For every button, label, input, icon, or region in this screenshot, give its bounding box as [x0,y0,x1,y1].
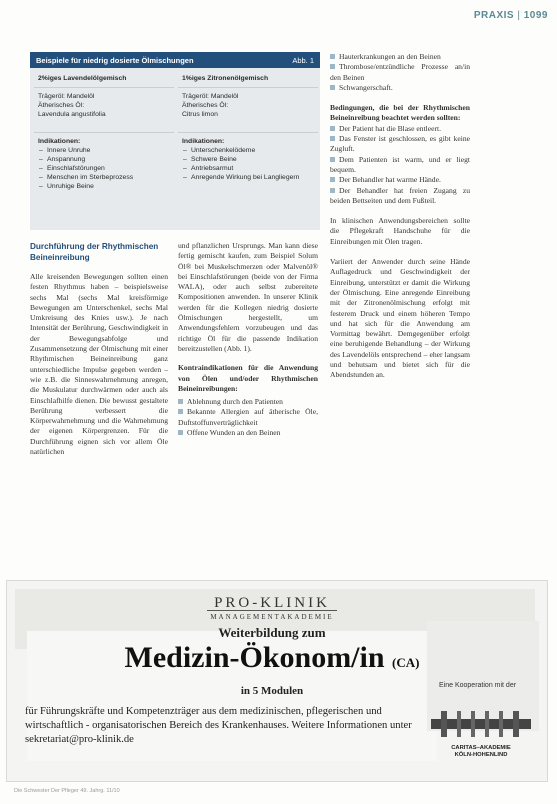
column-1-text [30,272,168,457]
body-paragraph: In klinischen Anwendungsbereichen sollte die Pflegekraft Handschuhe für die Einreibungen mit Ölen tragen. [330,216,470,246]
contra-item: Schwangerschaft. [330,83,470,93]
section-name: PRAXIS [473,10,515,21]
bullet-square-icon [330,85,335,90]
contra-item: Ablehnung durch den Patienten [178,397,318,407]
box-title: Beispiele für niedrig dosierte Ölmischungen [36,56,194,65]
ad-brand: PRO-KLINIK [214,595,330,611]
indication-item: – Anspannung [38,155,174,164]
lemon-indications [178,133,318,182]
box-figure-label: Abb. 1 [292,56,314,65]
ingredient-line: Lavendula angustifolia [38,111,106,118]
lavender-column [34,70,174,191]
bullet-square-icon [330,136,335,141]
ingredient-line: Trägeröl: Mandelöl [38,93,95,100]
indication-item: – Schwere Beine [182,155,318,164]
ingredient-line: Citrus limon [182,111,218,118]
contra-item: Bekannte Allergien auf ätherische Öle, Duftstoffunverträglichkeit [178,407,318,427]
condition-item: Der Behandler hat freien Zugang zu beiden Bettseiten und dem Fußteil. [330,185,470,205]
indication-item: – Menschen im Sterbeprozess [38,173,174,182]
lavender-title: 2%iges Lavendelölgemisch [34,70,174,88]
indication-item: – Unruhige Beine [38,182,174,191]
box-header [30,52,320,68]
condition-item: Dem Patienten ist warm, und er liegt bequem. [330,154,470,174]
contra-item: Offene Wunden an den Beinen [178,428,318,438]
bullet-square-icon [330,157,335,162]
lavender-ingredients [34,88,174,133]
page-header [430,10,548,24]
column-3-text [330,52,470,381]
ad-cooperation-note: Eine Kooperation mit der [439,682,517,689]
indication-item: – Anregende Wirkung bei Langliegern [182,173,318,182]
header-separator: | [517,10,521,21]
ingredient-line: Ätherisches Öl: [38,102,85,109]
ad-headline: Medizin-Ökonom/in (CA) [124,641,420,674]
bullet-square-icon [330,64,335,69]
body-paragraph: Variiert der Anwender durch seine Hände Auflagedruck und Geschwindigkeit der Einreibung, unterstützt er damit die Wirkung der Ölmischung. Eine anregende Einreibung mit der Zitronenölmischung erfolgt mit festerem Druck und einem höheren Tempo und hat sich für die Anwendung am Vormittag bewährt. Demgegenüber erfolgt eine beruhigende Behandlung – der Wirkung des Lavendelöls entsprechend – eher langsam und behutsam und bietet sich für die Abendstunden an. [330,257,470,380]
bullet-square-icon [178,409,183,414]
bullet-square-icon [330,188,335,193]
oil-mixtures-box [30,52,320,230]
ad-subbrand: MANAGEMENTAKADEMIE [147,613,397,621]
ingredient-line: Ätherisches Öl: [182,102,229,109]
lemon-ingredients [178,88,318,133]
conditions-heading: Bedingungen, die bei der Rhythmischen Beineinreibung beachtet werden sollten: [330,103,470,123]
column-2-text [178,241,318,438]
bullet-square-icon [330,177,335,182]
body-paragraph: und pflanzlichen Ursprungs. Man kann diese fertig gemischt kaufen, zum Beispiel Solum Öl® bei Muskelschmerzen oder Malvenöl® bei Einschlafstörungen (beide von der Firma WALA), oder auch selbst zubereitete Kompositionen anwenden. In unserer Klinik werden für die Kollegen niedrig dosierte Ölmischungen hergestellt, um Anwendungsfehlern vorzubeugen und das richtige Öl für die passende Indikation bereitzustellen (Abb. 1). [178,241,318,353]
page-footer: Die Schwester Der Pfleger 49. Jahrg. 11/10 [14,788,120,794]
contra-item: Hauterkrankungen an den Beinen [330,52,470,62]
ingredient-line: Trägeröl: Mandelöl [182,93,239,100]
page-number: 1099 [523,10,548,21]
condition-item: Der Patient hat die Blase entleert. [330,124,470,134]
section-heading: Durchführung der Rhythmischen Beineinreibung [30,242,159,262]
body-paragraph: Alle kreisenden Bewegungen sollten einen festen Rhythmus haben – beispielsweise sechs Mal (sechs Mal kreisförmige Bewegungen am Unterschenkel, sechs Mal Umkreisung des Knies usw.). Je nach Intensität der Berührung, Geschwindigkeit in der Bewegungsabfolge und Zusammensetzung der Ölmischung mit einer Rhythmischen Beineinreibung ganz unterschiedliche Impulse gegeben werden – wie z.B. die Sinneswahrnehmung anregen, die Muskulatur durchwärmen oder auch als Einschlafhilfe dienen. Die bewusst gestaltete Berührung verbessert die Körperwahrnehmung und die Wahrnehmung der eigenen Körpergrenzen. Für die Durchführung eignen sich vor allem Öle natürlichen [30,272,168,457]
bullet-square-icon [330,54,335,59]
indications-title: Indikationen: [182,138,225,145]
lemon-column [178,70,318,182]
indications-title: Indikationen: [38,138,81,145]
ad-line-1: Weiterbildung zum [218,625,326,640]
indication-item: – Einschlafstörungen [38,164,174,173]
bullet-square-icon [330,126,335,131]
lemon-title: 1%iges Zitronenölgemisch [178,70,318,88]
contraindications-heading: Kontraindikationen für die Anwendung von Ölen und/oder Rhythmischen Beineinreibungen: [178,363,318,393]
indication-item: – Antriebsarmut [182,164,318,173]
logo-caption: CARITAS–AKADEMIE KÖLN-HOHENLIND [451,745,511,758]
indication-item: – Unterschenkelödeme [182,146,318,155]
ad-description: für Führungskräfte und Kompetenzträger aus dem medizinischen, pflegerischen und wirtschaftlich - organisatorischen Bereich des Krankenhauses. Weitere Informationen unter sekretariat@pro-klinik.de [25,706,412,745]
indication-item: – Innere Unruhe [38,146,174,155]
bullet-square-icon [178,399,183,404]
lavender-indications [34,133,174,191]
contra-item: Thrombose/entzündliche Prozesse an/in den Beinen [330,62,470,82]
advertisement [6,580,548,782]
ad-line-3: in 5 Modulen [240,685,304,697]
bullet-square-icon [178,430,183,435]
condition-item: Der Behandler hat warme Hände. [330,175,470,185]
condition-item: Das Fenster ist geschlossen, es gibt keine Zugluft. [330,134,470,154]
